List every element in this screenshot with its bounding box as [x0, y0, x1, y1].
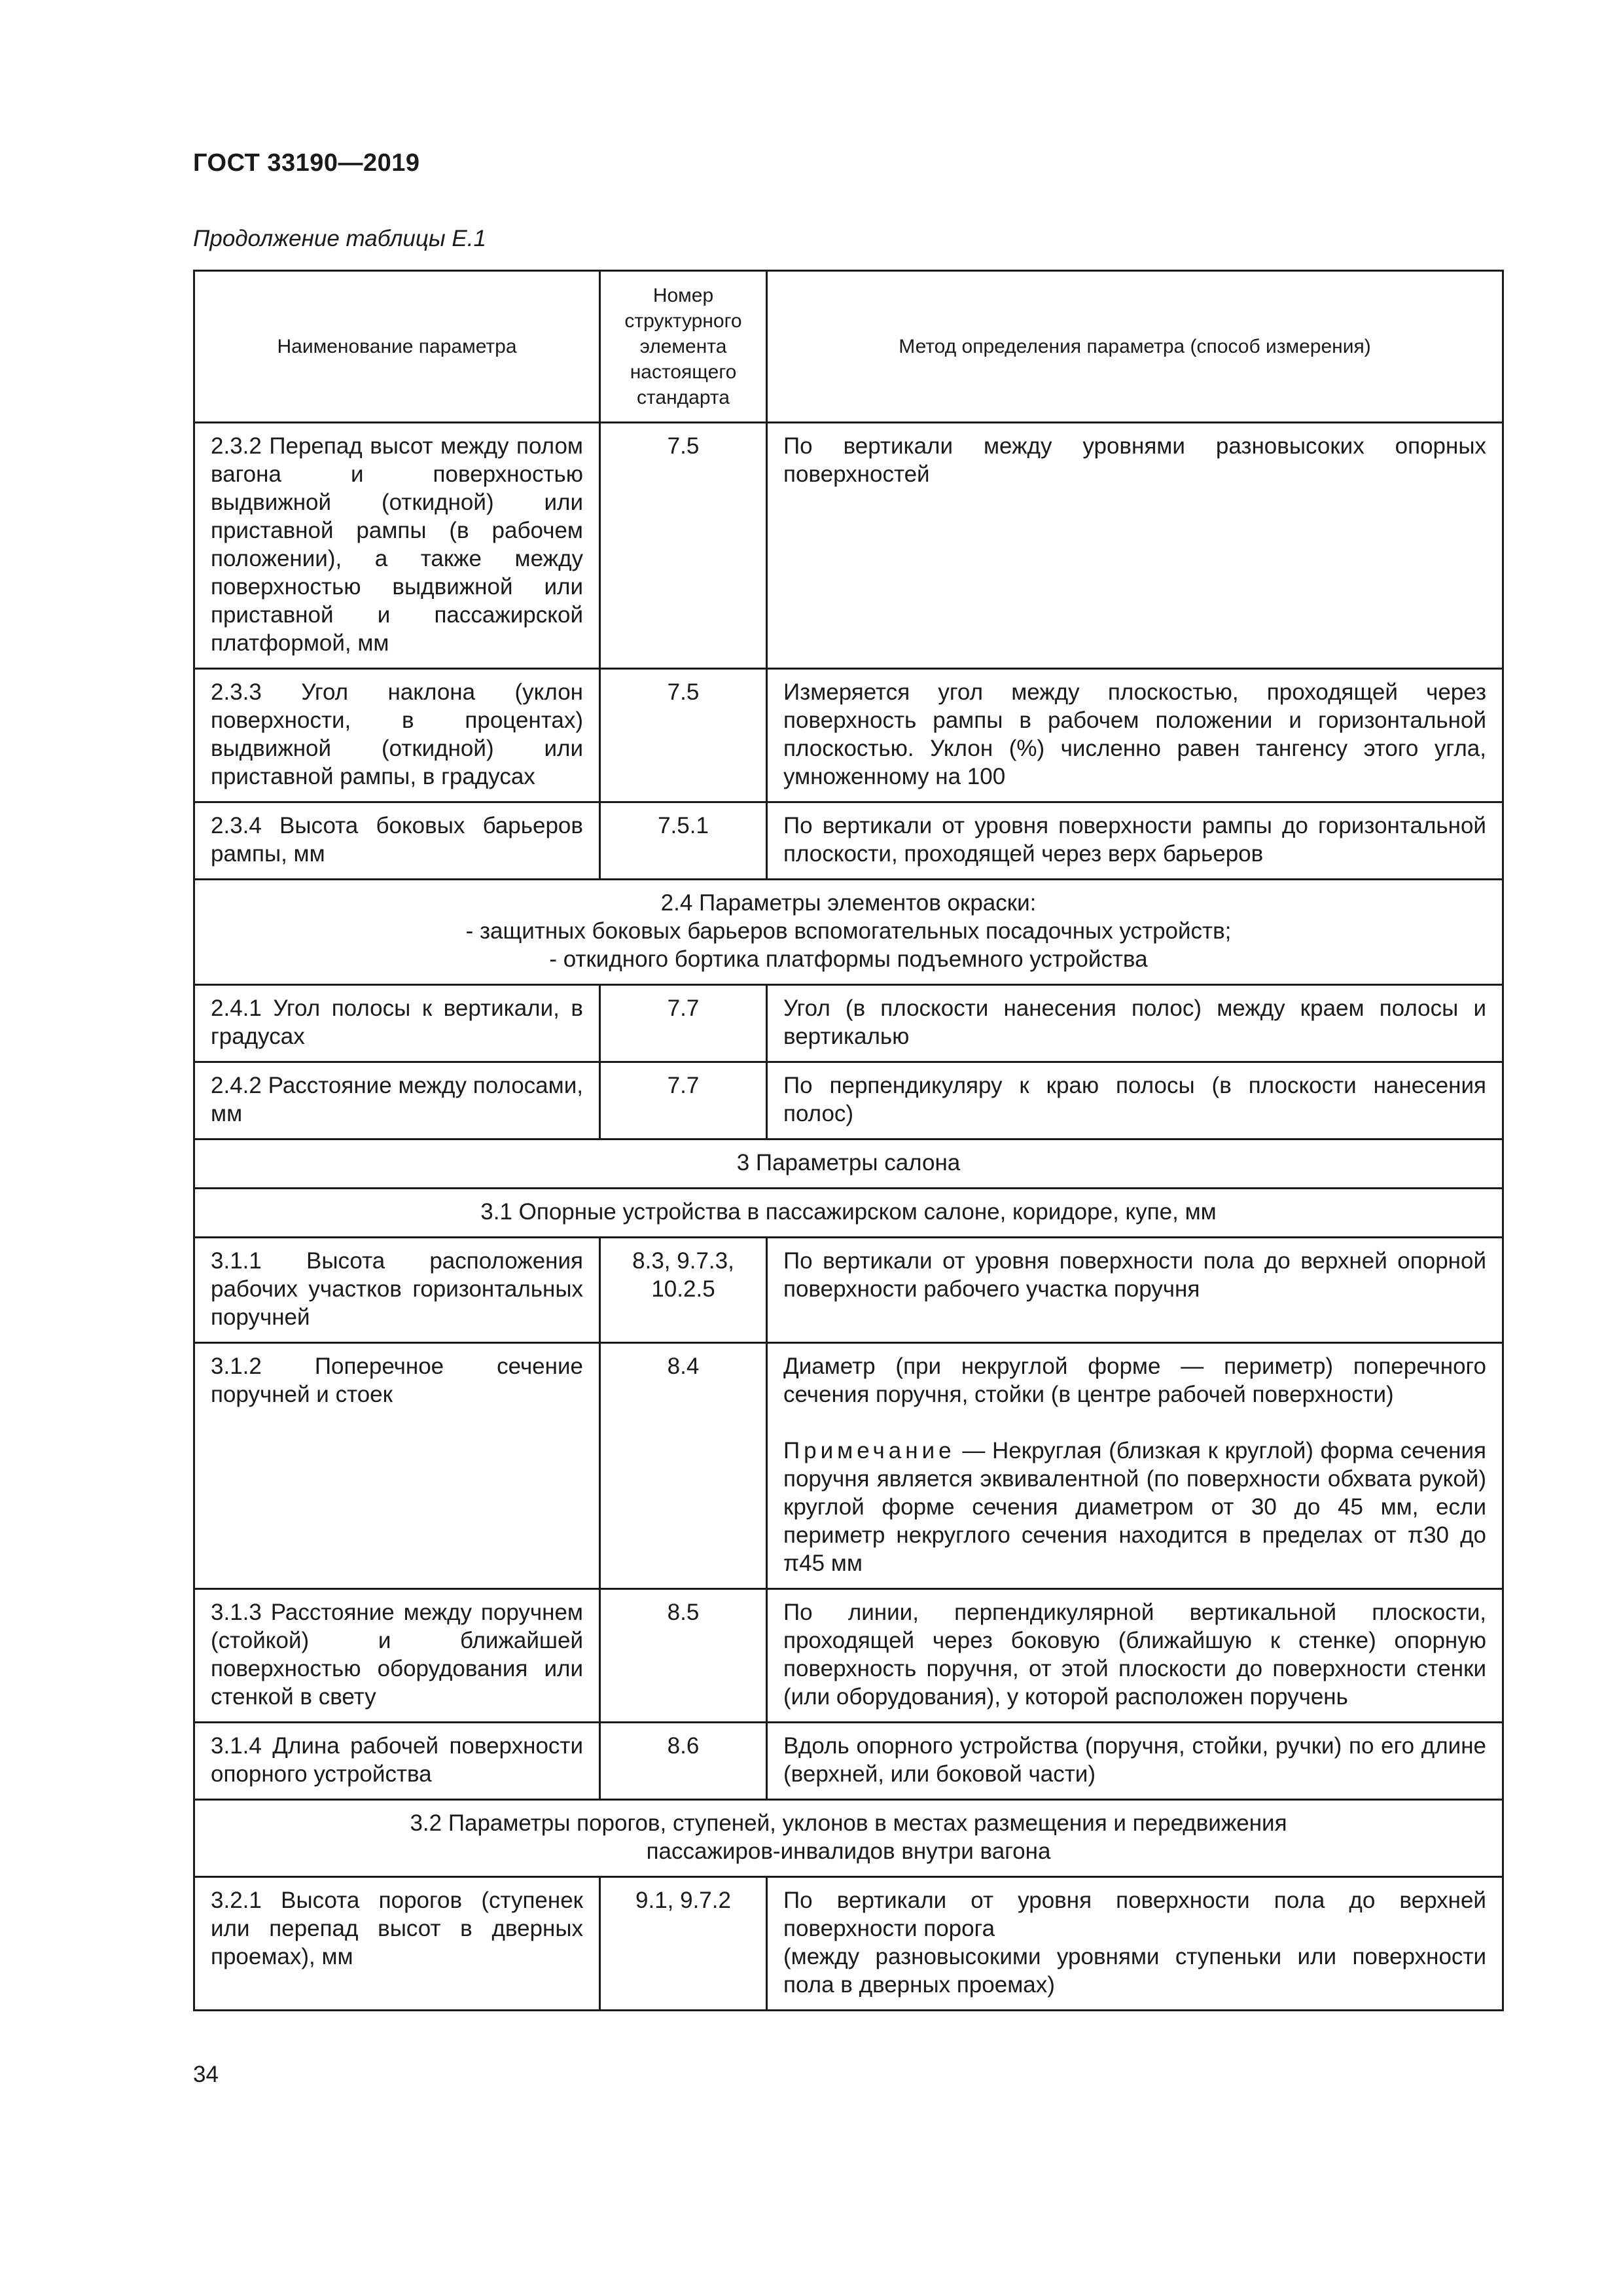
param-name: 2.3.4 Высота боковых барьеров рампы, мм — [194, 802, 600, 880]
section-2-4-title: 2.4 Параметры элементов окраски: — [660, 890, 1037, 916]
param-number: 7.5 — [600, 423, 767, 669]
section-3-2-heading — [194, 1800, 1503, 1877]
table-row — [194, 1062, 1503, 1139]
param-name: 2.3.2 Перепад высот между полом вагона и поверхностью выдвижной (откидной) или приставной рампы (в рабочем положении), а также между поверхностью выдвижной или приставной и пассажирской платформой, мм — [194, 423, 600, 669]
param-name: 3.2.1 Высота порогов (ступенек или перепад высот в дверных проемах), мм — [194, 1877, 600, 2011]
table-row — [194, 1877, 1503, 2011]
param-method-line-2: (между разновысокими уровнями ступеньки или поверхности пола в дверных проемах) — [783, 1944, 1486, 1998]
param-number: 8.5 — [600, 1589, 767, 1723]
param-name: 3.1.4 Длина рабочей поверхности опорного устройства — [194, 1723, 600, 1800]
section-row-2-4 — [194, 880, 1503, 985]
table-row — [194, 1723, 1503, 1800]
table-caption: Продолжение таблицы Е.1 — [193, 226, 486, 251]
param-method: По линии, перпендикулярной вертикальной плоскости, проходящей через боковую (ближайшую к стенке) опорную поверхность поручня, от этой плоскости до поверхности стенки (или оборудования), у которой расположен поручень — [767, 1589, 1503, 1723]
param-method-text: Диаметр (при некруглой форме — периметр) поперечного сечения поручня, стойки (в центре рабочей поверхности) — [783, 1354, 1486, 1407]
param-number: 8.4 — [600, 1343, 767, 1589]
column-header-number: Номер структурного элемента настоящего стандарта — [600, 271, 767, 423]
param-number: 7.5.1 — [600, 802, 767, 880]
param-name: 3.1.1 Высота расположения рабочих участков горизонтальных поручней — [194, 1238, 600, 1343]
table-row — [194, 1343, 1503, 1589]
param-name: 2.4.1 Угол полосы к вертикали, в градусах — [194, 985, 600, 1062]
param-number: 7.7 — [600, 1062, 767, 1139]
param-method: По перпендикуляру к краю полосы (в плоскости нанесения полос) — [767, 1062, 1503, 1139]
param-name: 2.3.3 Угол наклона (уклон поверхности, в процентах) выдвижной (откидной) или приставной рампы, в градусах — [194, 669, 600, 802]
param-number: 9.1, 9.7.2 — [600, 1877, 767, 2011]
section-3-heading: 3 Параметры салона — [194, 1139, 1503, 1189]
section-2-4-line-2: - откидного бортика платформы подъемного устройства — [549, 946, 1148, 972]
section-3-2-line-1: 3.2 Параметры порогов, ступеней, уклонов в местах размещения и передвижения — [410, 1810, 1287, 1836]
table-row — [194, 802, 1503, 880]
param-name: 3.1.3 Расстояние между поручнем (стойкой) и ближайшей поверхностью оборудования или стенкой в свету — [194, 1589, 600, 1723]
param-number: 8.6 — [600, 1723, 767, 1800]
section-2-4-heading — [194, 880, 1503, 985]
param-number: 8.3, 9.7.3, 10.2.5 — [600, 1238, 767, 1343]
section-3-1-heading: 3.1 Опорные устройства в пассажирском салоне, коридоре, купе, мм — [194, 1189, 1503, 1238]
section-3-2-line-2: пассажиров-инвалидов внутри вагона — [646, 1839, 1051, 1864]
note-label: Примечание — [783, 1438, 955, 1463]
table-row — [194, 1238, 1503, 1343]
page-number: 34 — [193, 2062, 219, 2087]
param-method: По вертикали от уровня поверхности рампы до горизонтальной плоскости, проходящей через верх барьеров — [767, 802, 1503, 880]
parameters-table — [193, 270, 1504, 2011]
param-name: 3.1.2 Поперечное сечение поручней и стоек — [194, 1343, 600, 1589]
section-2-4-line-1: - защитных боковых барьеров вспомогательных посадочных устройств; — [465, 918, 1232, 944]
document-code: ГОСТ 33190—2019 — [193, 149, 420, 177]
column-header-name: Наименование параметра — [194, 271, 600, 423]
param-number: 7.7 — [600, 985, 767, 1062]
param-method: По вертикали между уровнями разновысоких опорных поверхностей — [767, 423, 1503, 669]
param-name: 2.4.2 Расстояние между полосами, мм — [194, 1062, 600, 1139]
param-method: Измеряется угол между плоскостью, проходящей через поверхность рампы в рабочем положении и горизонтальной плоскостью. Уклон (%) численно равен тангенсу этого угла, умноженному на 100 — [767, 669, 1503, 802]
param-method: Вдоль опорного устройства (поручня, стойки, ручки) по его длине (верхней, или боковой части) — [767, 1723, 1503, 1800]
param-number: 7.5 — [600, 669, 767, 802]
section-row-3 — [194, 1139, 1503, 1189]
section-row-3-2 — [194, 1800, 1503, 1877]
column-header-method: Метод определения параметра (способ измерения) — [767, 271, 1503, 423]
param-method — [767, 1343, 1503, 1589]
table-row — [194, 1589, 1503, 1723]
table-row — [194, 669, 1503, 802]
table-header-row — [194, 271, 1503, 423]
table-row — [194, 423, 1503, 669]
param-method-line-1: По вертикали от уровня поверхности пола до верхней поверхности порога — [783, 1888, 1486, 1941]
section-row-3-1 — [194, 1189, 1503, 1238]
param-method: Угол (в плоскости нанесения полос) между краем полосы и вертикалью — [767, 985, 1503, 1062]
param-method: По вертикали от уровня поверхности пола до верхней опорной поверхности рабочего участка поручня — [767, 1238, 1503, 1343]
note-text: — Некруглая (близкая к круглой) форма сечения поручня является эквивалентной (по поверхности обхвата рукой) круглой форме сечения диаметром от 30 до 45 мм, если периметр некруглого сечения находится в пределах от π30 до π45 мм — [783, 1438, 1486, 1576]
table-row — [194, 985, 1503, 1062]
param-method — [767, 1877, 1503, 2011]
